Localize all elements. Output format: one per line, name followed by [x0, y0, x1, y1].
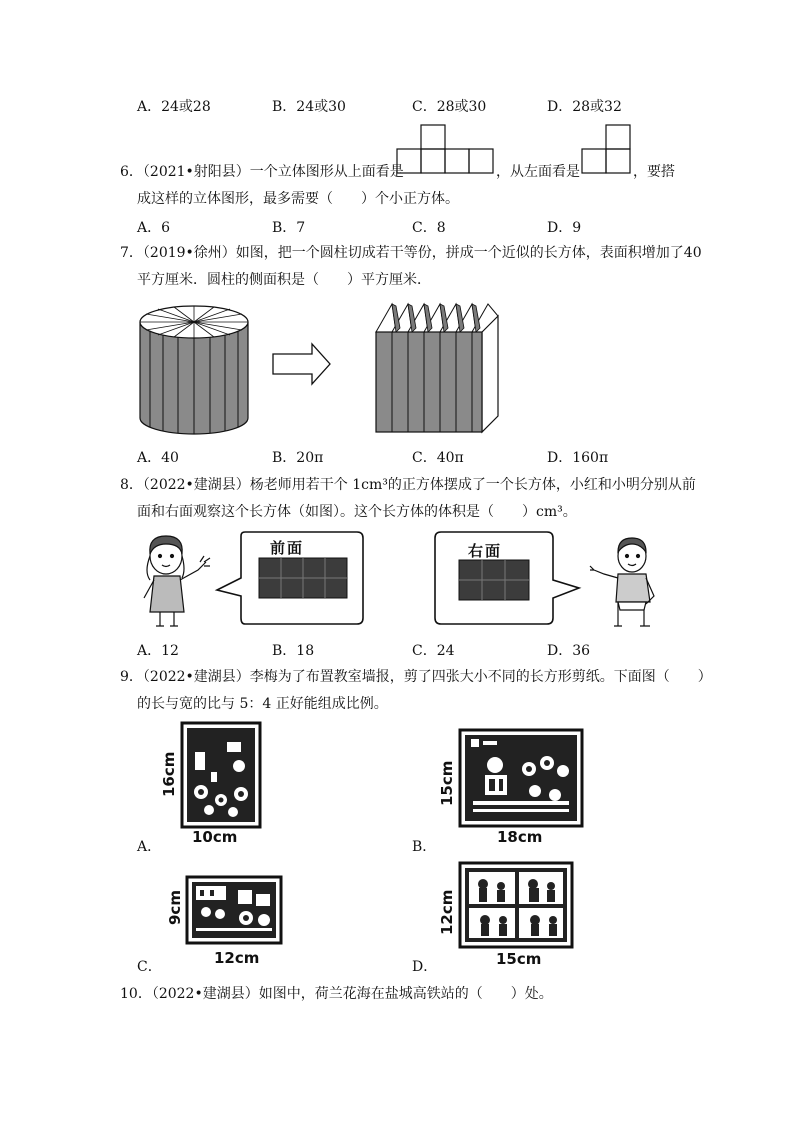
q6-text-c: ，要搭	[633, 164, 675, 180]
q5-option-b: B．24或30	[272, 99, 346, 115]
q9-option-b-letter: B．	[412, 839, 437, 855]
q6-option-d: D．9	[547, 220, 582, 236]
q8-right-speech-bubble	[433, 530, 583, 630]
q6-option-a: A．6	[137, 220, 171, 236]
q6-top-view-figure	[397, 124, 495, 174]
q7-option-a: A．40	[137, 450, 179, 466]
q8-option-d: D．36	[547, 643, 591, 659]
q9-b-bottom-label: 18cm	[497, 828, 543, 846]
q8-option-c: C．24	[412, 643, 455, 659]
q9-option-c-letter: C．	[137, 959, 162, 975]
q9-papercut-a	[181, 722, 261, 828]
q9-papercut-d	[459, 862, 573, 948]
q7-text-a: 7．（2019•徐州）如图，把一个圆柱切成若干等份，拼成一个近似的长方体，表面积增加了40	[120, 245, 702, 261]
q7-option-d: D．160π	[547, 450, 609, 466]
q9-papercut-b	[459, 729, 583, 827]
q9-text-a: 9．（2022•建湖县）李梅为了布置教室墙报，剪了四张大小不同的长方形剪纸。下面图（ ）	[120, 669, 712, 685]
q8-text-a: 8．（2022•建湖县）杨老师用若干个 1cm³的正方体摆成了一个长方体，小红和小明分别从前	[120, 477, 696, 493]
q9-papercut-c	[186, 876, 282, 944]
q9-d-bottom-label: 15cm	[496, 950, 542, 968]
q8-front-label: 前面	[270, 539, 305, 557]
q7-text-b: 平方厘米．圆柱的侧面积是（ ）平方厘米．	[137, 272, 431, 288]
q6-text-d: 成这样的立体图形，最多需要（ ）个小正方体。	[137, 191, 459, 207]
q8-girl-illustration	[140, 532, 216, 628]
q10-text-a: 10．（2022•建湖县）如图中，荷兰花海在盐城高铁站的（ ）处。	[120, 986, 553, 1002]
q8-right-label: 右面	[468, 542, 503, 560]
q7-option-b: B．20π	[272, 450, 324, 466]
q9-option-a-letter: A．	[137, 839, 162, 855]
q7-cuboid-figure	[372, 300, 502, 435]
q8-text-b: 面和右面观察这个长方体（如图）。这个长方体的体积是（ ）cm³。	[137, 504, 577, 520]
q5-option-c: C．28或30	[412, 99, 487, 115]
q9-a-side-label: 16cm	[160, 751, 178, 797]
q9-c-side-label: 9cm	[166, 890, 184, 925]
q9-text-b: 的长与宽的比与 5：4 正好能组成比例。	[137, 696, 388, 712]
q9-option-d-letter: D．	[412, 959, 438, 975]
q6-option-c: C．8	[412, 220, 446, 236]
q7-arrow-icon	[272, 342, 332, 386]
q9-b-side-label: 15cm	[438, 760, 456, 806]
q8-option-a: A．12	[137, 643, 179, 659]
q7-option-c: C．40π	[412, 450, 464, 466]
q7-cylinder-figure	[138, 300, 250, 438]
q6-left-view-figure	[582, 124, 632, 174]
q9-d-side-label: 12cm	[438, 889, 456, 935]
q6-option-b: B．7	[272, 220, 306, 236]
q9-a-bottom-label: 10cm	[192, 828, 238, 846]
q8-boy-illustration	[588, 534, 660, 632]
q6-text-a: 6．（2021•射阳县）一个立体图形从上面看是	[120, 164, 404, 180]
q5-option-a: A．24或28	[137, 99, 211, 115]
q9-c-bottom-label: 12cm	[214, 949, 260, 967]
q5-option-d: D．28或32	[547, 99, 622, 115]
q6-text-b: ，从左面看是	[496, 164, 580, 180]
q8-option-b: B．18	[272, 643, 315, 659]
